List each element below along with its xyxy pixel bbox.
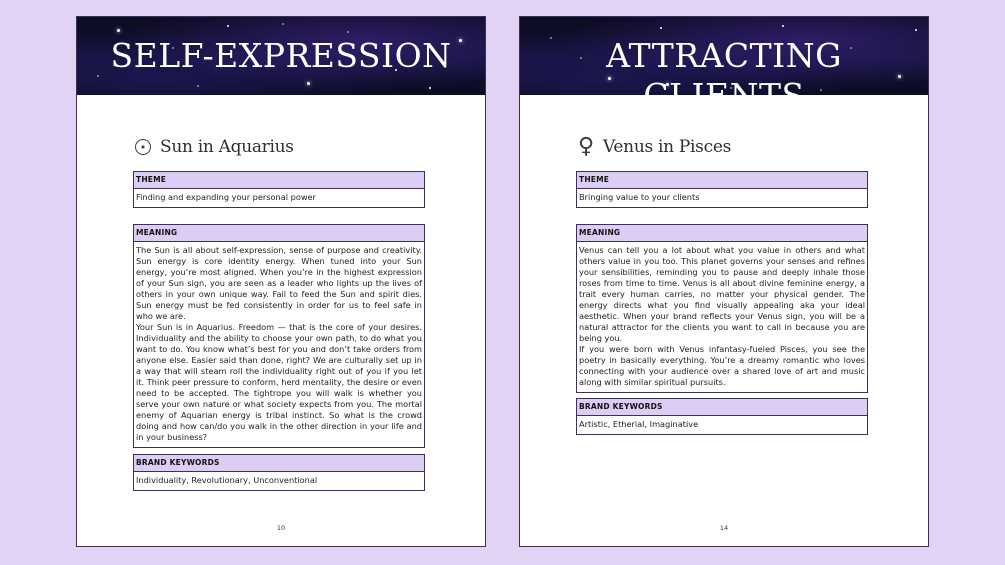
keywords-text: Individuality, Revolutionary, Unconventional <box>136 475 318 485</box>
keywords-text: Artistic, Etherial, Imaginative <box>579 419 699 429</box>
meaning-box <box>133 224 425 448</box>
theme-box <box>133 171 425 208</box>
meaning-paragraph: Your Sun is in Aquarius. Freedom — that is the core of your desires. Individuality and the ability to choose your own path, to do what you want to do. You know what’s best for you and don’t take orders from anyone else. Easier said than done, right? We are culturally set up in a way that will steam roll the individuality right out of you if you let it. Think peer pressure to conform, herd mentality, the desire or even need to be accepted. The tightrope you will walk is whether you serve your own nature or what society expects from you. The mortal enemy of Aquarian energy is tribal instinct. So what is the crowd doing and how can/do you walk in the other direction in your life and in your business? <box>136 322 422 442</box>
banner-title: ATTRACTING CLIENTS <box>606 36 842 115</box>
keywords-box <box>133 454 425 491</box>
meaning-paragraph: The Sun is all about self-expression, sense of purpose and creativity. Sun energy is core identity energy. When tuned into your Sun energy, you’re most aligned. When you’re in the highest expression of your Sun sign, you are seen as a leader who lights up the lives of others in your own unique way. Fail to feed the Sun and spirit dies. Sun energy must be fed consistently in order for us to feel safe in who we are. <box>136 245 422 321</box>
meaning-box <box>576 224 868 393</box>
theme-text: Finding and expanding your personal power <box>136 192 316 202</box>
heading-text: Sun in Aquarius <box>160 137 294 157</box>
venus-symbol-icon: ♀ <box>577 134 595 159</box>
starry-banner <box>77 17 485 95</box>
theme-box <box>576 171 868 208</box>
section-heading <box>133 133 294 161</box>
meaning-label: MEANING <box>577 225 867 242</box>
heading-text: Venus in Pisces <box>603 137 731 157</box>
page-number: 10 <box>276 524 286 532</box>
keywords-label: BRAND KEYWORDS <box>577 399 867 416</box>
document-page-right <box>519 16 929 547</box>
meaning-paragraph: If you were born with Venus infantasy-fueled Pisces, you see the poetry in basically everything. You’re a dreamy romantic who loves connecting with your audience over a shared love of art and music along with similar spiritual pursuits. <box>579 344 865 387</box>
banner-title: SELF-EXPRESSION <box>110 36 452 75</box>
theme-text: Bringing value to your clients <box>579 192 700 202</box>
document-page-left <box>76 16 486 547</box>
meaning-label: MEANING <box>134 225 424 242</box>
meaning-text <box>134 242 424 447</box>
section-heading <box>576 133 731 161</box>
page-number: 14 <box>719 524 729 532</box>
theme-label: THEME <box>577 172 867 189</box>
sun-symbol-icon <box>133 135 153 159</box>
meaning-paragraph: Venus can tell you a lot about what you value in others and what others value in you too. This planet governs your senses and refines your sensibilities, reminding you to pause and deeply inhale those roses from time to time. Venus is all about divine feminine energy, a trait every human carries, no matter your physical gender. The energy directs what you find visually appealing aka your ideal aesthetic. When your brand reflects your Venus sign, you will be a natural attractor for the clients you want to call in because you are being you. <box>579 245 865 343</box>
keywords-label: BRAND KEYWORDS <box>134 455 424 472</box>
theme-label: THEME <box>134 172 424 189</box>
starry-banner <box>520 17 928 115</box>
keywords-box <box>576 398 868 435</box>
meaning-text <box>577 242 867 392</box>
